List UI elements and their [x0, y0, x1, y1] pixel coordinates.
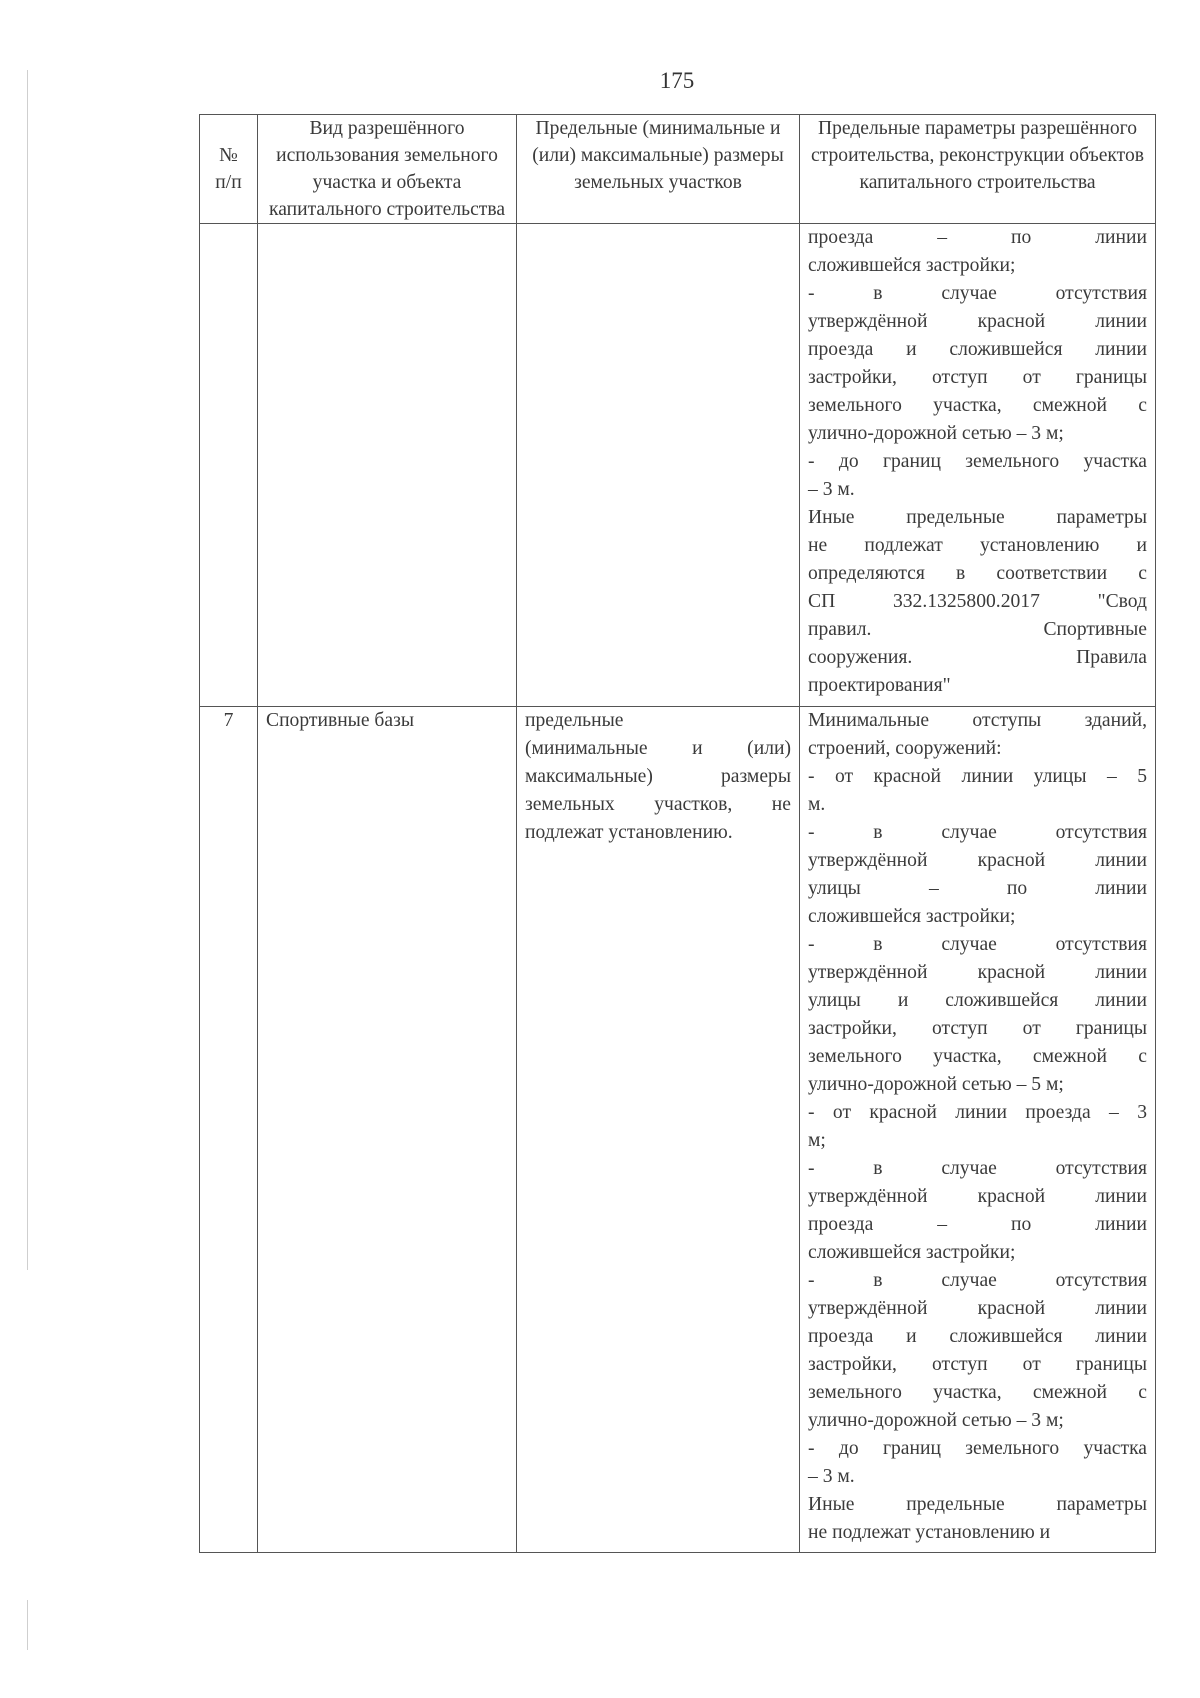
cell-use-type: Спортивные базы — [258, 707, 517, 1553]
cell-number: 7 — [200, 707, 258, 1553]
text-line: улично-дорожной сетью – 3 м; — [808, 423, 1064, 444]
text-line: проезда – по линии — [808, 1214, 1147, 1235]
cell-plot-sizes — [517, 707, 800, 1553]
regulations-table — [199, 114, 1156, 1553]
header-number — [200, 115, 258, 224]
cell-parameters — [800, 224, 1156, 707]
text-line: утверждённой красной линии — [808, 1186, 1147, 1207]
header-plot-sizes: Предельные (минимальные и (или) максимальные) размеры земельных участков — [517, 115, 800, 224]
text-line: строений, сооружений: — [808, 738, 1002, 759]
text-line: - в случае отсутствия — [808, 283, 1147, 304]
cell-number — [200, 224, 258, 707]
text-line: улично-дорожной сетью – 3 м; — [808, 1410, 1064, 1431]
text-line: (минимальные и (или) — [525, 738, 791, 759]
text-line: максимальные) размеры — [525, 766, 791, 787]
text-line: земельного участка, смежной с — [808, 1382, 1147, 1403]
text-line: утверждённой красной линии — [808, 311, 1147, 332]
text-line: Минимальные отступы зданий, — [808, 710, 1147, 731]
header-number-sign: № — [219, 145, 238, 166]
text-line: - от красной линии улицы – 5 — [808, 766, 1147, 787]
page-number: 175 — [659, 68, 695, 93]
text-line: утверждённой красной линии — [808, 1298, 1147, 1319]
table-row-continuation — [200, 224, 1156, 707]
text-line: определяются в соответствии с — [808, 563, 1147, 584]
scan-edge-line — [27, 70, 28, 1270]
text-line: СП 332.1325800.2017 "Свод — [808, 591, 1147, 612]
table-row-7 — [200, 707, 1156, 1553]
text-line: земельного участка, смежной с — [808, 1046, 1147, 1067]
text-line: - до границ земельного участка — [808, 1438, 1147, 1459]
text-line: - в случае отсутствия — [808, 934, 1147, 955]
header-number-abbr: п/п — [215, 172, 242, 193]
text-line: – 3 м. — [808, 1466, 855, 1487]
text-line: утверждённой красной линии — [808, 962, 1147, 983]
text-line: застройки, отступ от границы — [808, 1354, 1147, 1375]
text-line: м. — [808, 794, 826, 815]
header-use-type: Вид разрешённого использования земельного участка и объекта капитального строительства — [258, 115, 517, 224]
text-line: сложившейся застройки; — [808, 906, 1016, 927]
text-line: - до границ земельного участка — [808, 451, 1147, 472]
text-line: Иные предельные параметры — [808, 1494, 1147, 1515]
text-line: сложившейся застройки; — [808, 1242, 1016, 1263]
text-line: сооружения. Правила — [808, 647, 1147, 668]
text-line: земельных участков, не — [525, 794, 791, 815]
text-line: - в случае отсутствия — [808, 1158, 1147, 1179]
text-line: правил. Спортивные — [808, 619, 1147, 640]
text-line: проезда и сложившейся линии — [808, 339, 1147, 360]
text-line: застройки, отступ от границы — [808, 367, 1147, 388]
text-line: - в случае отсутствия — [808, 822, 1147, 843]
cell-parameters — [800, 707, 1156, 1553]
text-line: застройки, отступ от границы — [808, 1018, 1147, 1039]
text-line: проектирования" — [808, 675, 951, 696]
cell-use-type — [258, 224, 517, 707]
text-line: не подлежат установлению и — [808, 1522, 1051, 1543]
scan-edge-line — [27, 1600, 28, 1650]
text-line: улицы – по линии — [808, 878, 1147, 899]
text-line: улицы и сложившейся линии — [808, 990, 1147, 1011]
text-line: подлежат установлению. — [525, 822, 733, 843]
text-line: сложившейся застройки; — [808, 255, 1016, 276]
text-line: проезда – по линии — [808, 227, 1147, 248]
text-line: м; — [808, 1130, 826, 1151]
text-line: - в случае отсутствия — [808, 1270, 1147, 1291]
text-line: проезда и сложившейся линии — [808, 1326, 1147, 1347]
text-line: – 3 м. — [808, 479, 855, 500]
table-header-row — [200, 115, 1156, 224]
header-parameters: Предельные параметры разрешённого строительства, реконструкции объектов капитального строительства — [800, 115, 1156, 224]
text-line: не подлежат установлению и — [808, 535, 1147, 556]
cell-plot-sizes — [517, 224, 800, 707]
text-line: утверждённой красной линии — [808, 850, 1147, 871]
text-line: земельного участка, смежной с — [808, 395, 1147, 416]
text-line: - от красной линии проезда – 3 — [808, 1102, 1147, 1123]
text-line: Иные предельные параметры — [808, 507, 1147, 528]
text-line: улично-дорожной сетью – 5 м; — [808, 1074, 1064, 1095]
text-line: предельные — [525, 710, 624, 731]
